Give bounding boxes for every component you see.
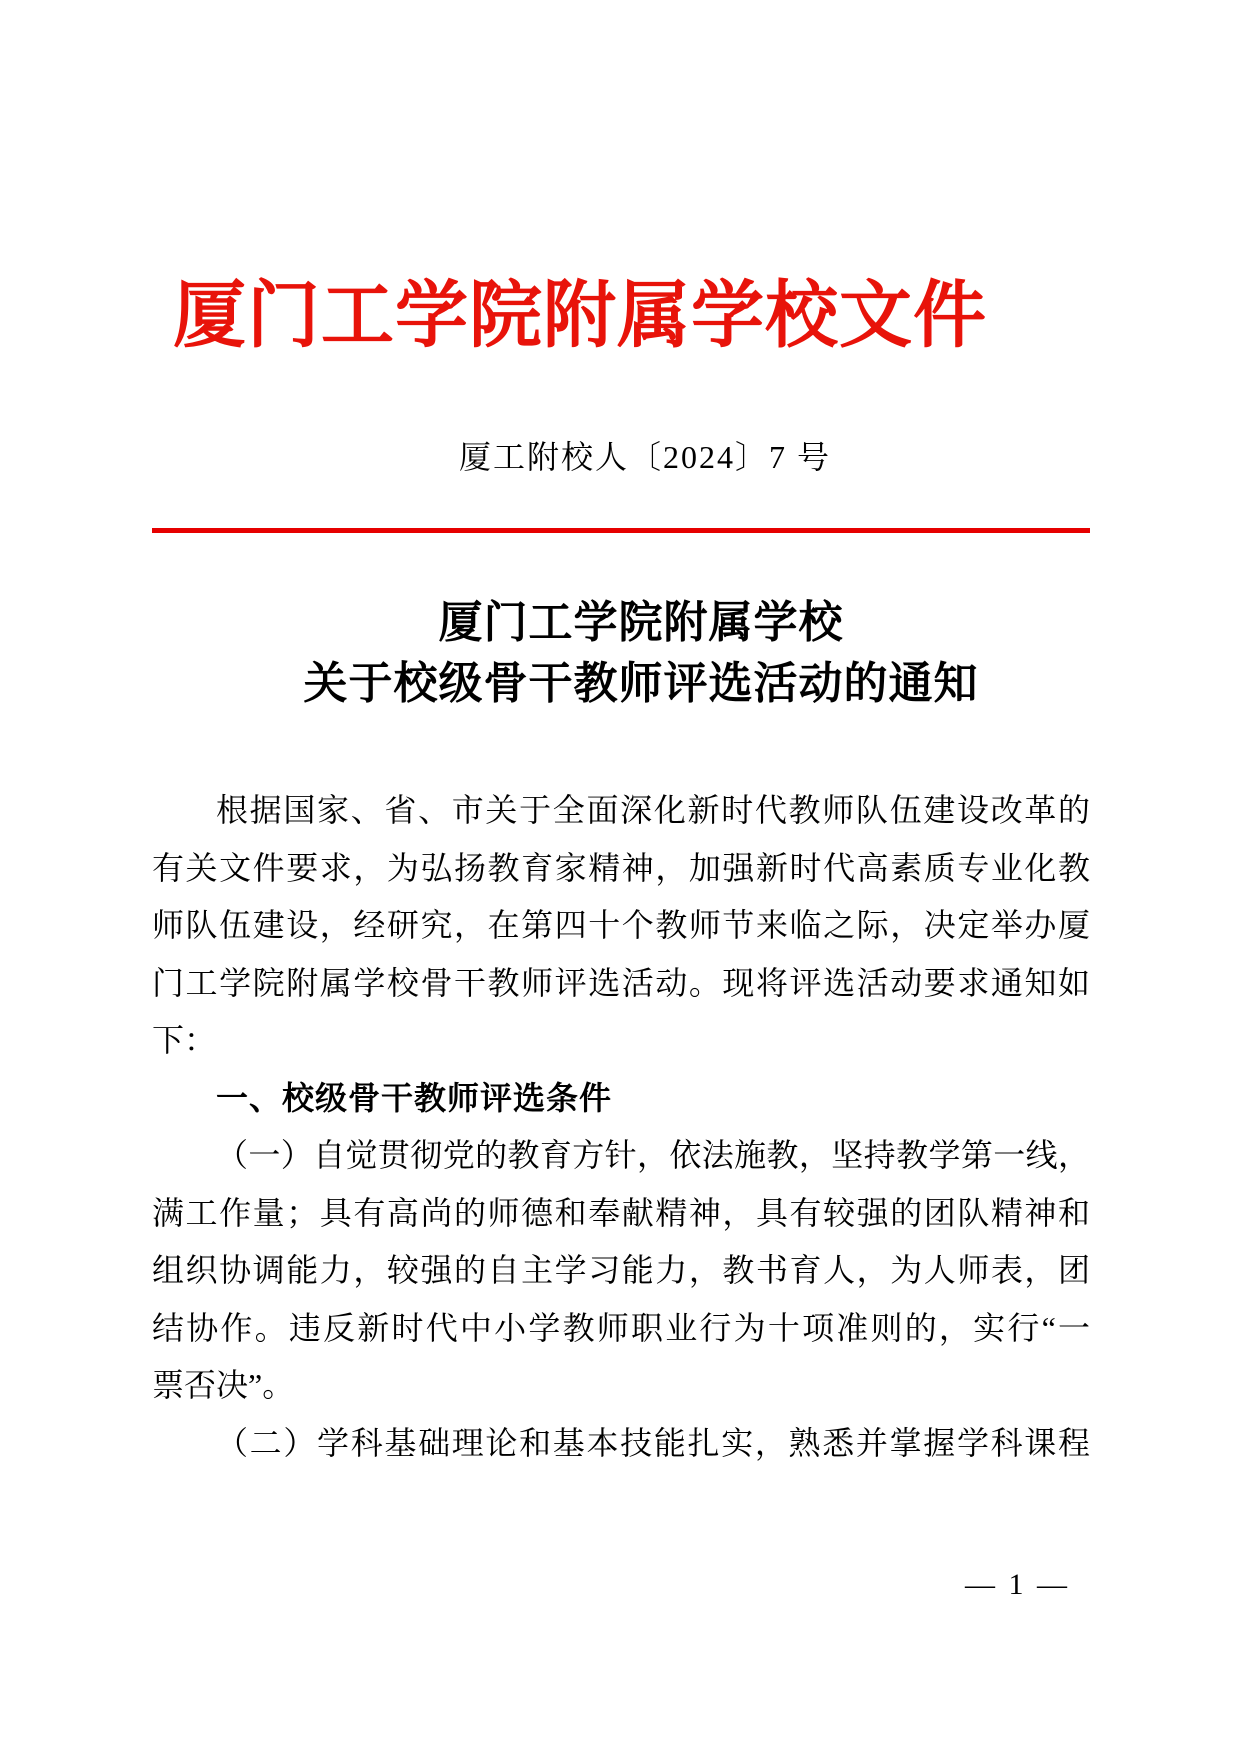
document-reference-number: 厦工附校人〔2024〕7 号 — [458, 439, 831, 475]
red-separator-rule — [152, 528, 1090, 533]
body-line: 根据国家、省、市关于全面深化新时代教师队伍建设改革的 — [216, 792, 1090, 828]
body-line: 组织协调能力，较强的自主学习能力，教书育人，为人师表，团 — [152, 1252, 1090, 1288]
body-line: 票否决”。 — [152, 1367, 295, 1403]
body-line: 有关文件要求，为弘扬教育家精神，加强新时代高素质专业化教 — [152, 849, 1090, 886]
section-heading: 一、校级骨干教师评选条件 — [216, 1079, 613, 1116]
body-line: 满工作量；具有高尚的师德和奉献精神，具有较强的团队精神和 — [152, 1194, 1090, 1231]
document-body — [152, 782, 1090, 1472]
body-line: 下： — [152, 1022, 217, 1058]
document-title-line1: 厦门工学院附属学校 — [438, 598, 844, 647]
body-line: 门工学院附属学校骨干教师评选活动。现将评选活动要求通知如 — [152, 964, 1090, 1001]
letterhead-org-title: 厦门工学院附属学校文件 — [173, 275, 987, 356]
document-title — [21, 592, 1240, 714]
page-number: — 1 — — [965, 1568, 1070, 1601]
body-line: （二）学科基础理论和基本技能扎实，熟悉并掌握学科课程 — [216, 1424, 1090, 1461]
body-line: 结协作。违反新时代中小学教师职业行为十项准则的，实行“一 — [152, 1309, 1090, 1346]
body-line: 师队伍建设，经研究，在第四十个教师节来临之际，决定举办厦 — [152, 907, 1090, 943]
body-line: （一）自觉贯彻党的教育方针，依法施教，坚持教学第一线， — [216, 1137, 1090, 1173]
document-title-line2: 关于校级骨干教师评选活动的通知 — [303, 659, 979, 708]
